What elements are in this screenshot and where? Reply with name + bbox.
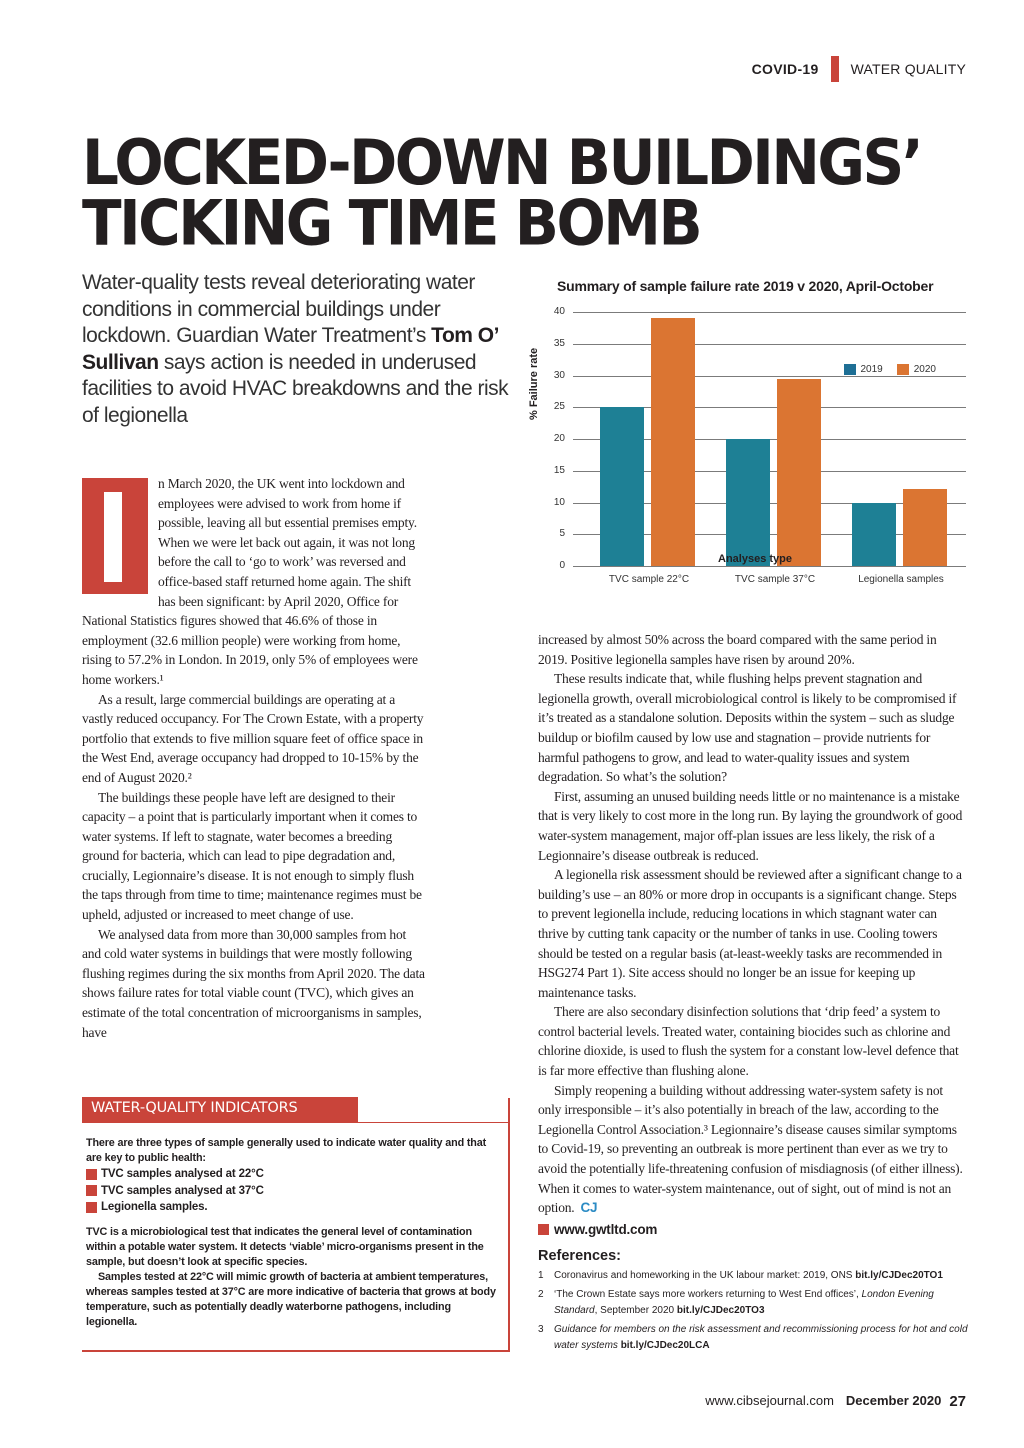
y-tick-label: 15 — [553, 464, 565, 476]
reference-link[interactable]: bit.ly/CJDec20TO1 — [855, 1270, 943, 1281]
reference-title: Guidance for members on the risk assessment and recommissioning process for hot and cold water systems — [554, 1324, 968, 1351]
body-paragraph: increased by almost 50% across the board compared with the same period in 2019. Positive legionella samples have risen by around 20%. — [538, 632, 937, 667]
body-paragraph: We analysed data from more than 30,000 samples from hot and cold water systems in buildings that were mostly following flushing regimes during the six months from April 2020. The data shows failure rates for total viable count (TVC), which gives an estimate of the total concentration of microorganisms in samples, have — [82, 926, 425, 1040]
reference-date: , September 2020 — [594, 1305, 677, 1316]
x-tick-label: TVC sample 37°C — [734, 574, 816, 585]
reference-text: ‘The Crown Estate says more workers returning to West End offices’, — [554, 1289, 862, 1300]
failure-rate-bar-chart — [530, 270, 980, 620]
headline-line-2: TICKING TIME BOMB — [82, 186, 701, 260]
reference-number: 2 — [538, 1289, 544, 1300]
y-tick-label: 30 — [553, 369, 565, 381]
indicators-box-body — [86, 1136, 504, 1330]
body-column-right — [538, 630, 966, 1239]
chart-title: Summary of sample failure rate 2019 v 2020, April-October — [557, 278, 934, 294]
x-tick-label: TVC sample 22°C — [608, 574, 690, 585]
reference-link[interactable]: bit.ly/CJDec20TO3 — [676, 1305, 765, 1316]
y-tick-label: 20 — [553, 433, 565, 444]
gridline — [573, 566, 966, 567]
reference-item — [538, 1268, 968, 1284]
x-tick-label: Legionella samples — [858, 574, 944, 585]
end-mark-cj: CJ — [580, 1200, 598, 1216]
gridline — [573, 312, 966, 313]
reference-number: 3 — [538, 1324, 544, 1335]
chart-plot-area — [553, 306, 966, 585]
website-link-text[interactable]: www.gwtltd.com — [554, 1221, 658, 1237]
bullet-text: Legionella samples. — [101, 1201, 208, 1213]
references — [538, 1248, 968, 1357]
references-heading: References: — [538, 1248, 622, 1264]
reference-source: London Evening Standard — [554, 1289, 934, 1316]
box-bullet — [86, 1166, 504, 1183]
section-divider-bar — [831, 56, 839, 82]
gridline — [573, 376, 966, 377]
bullet-square-icon — [86, 1185, 97, 1196]
reference-number: 1 — [538, 1270, 544, 1281]
box-paragraph: TVC is a microbiological test that indicates the general level of contamination within a potable water system. It detects ‘viable’ micro-organisms present in the sample, but doesn’t look at specific species. — [86, 1225, 484, 1268]
y-tick-label: 40 — [553, 306, 565, 317]
box-paragraph: Samples tested at 22°C will mimic growth of bacteria at ambient temperatures, whereas samples tested at 37°C are more indicative of bacteria that grows at body temperature, such as potentially deadly waterborne pathogens, including legionella. — [86, 1270, 496, 1328]
body-paragraph: The buildings these people have left are designed to their capacity – a point that is particularly important when it comes to water systems. If left to stagnate, water becomes a breeding ground for bacteria, which can lead to pipe degradation and, crucially, Legionnaire’s disease. It is not enough to simply flush the taps through from time to time; maintenance regimes must be upheld, adjusted or increased to meet change of use. — [82, 789, 422, 923]
legend-label-2019: 2019 — [860, 364, 883, 375]
body-paragraph: A legionella risk assessment should be reviewed after a significant change to a building’s use – an 80% or more drop in occupants is a significant change. Steps to prevent legionella include, reducing locations in which stagnant water can thrive by cutting tank capacity or the number of tanks in use. Cooling towers should be tested on a regular basis (at-least-weekly tasks are recommended in HSG274 Part 1). Site access should no longer be an issue for keeping up maintenance tasks. — [538, 867, 962, 1000]
y-tick-label: 35 — [553, 337, 565, 349]
footer-url[interactable]: www.cibsejournal.com — [705, 1393, 834, 1408]
section-tag-sub: WATER QUALITY — [850, 61, 966, 77]
bullet-text: TVC samples analysed at 22°C — [101, 1168, 264, 1180]
reference-link[interactable]: bit.ly/CJDec20LCA — [620, 1340, 710, 1351]
bullet-square-icon — [86, 1169, 97, 1180]
standfirst-text-before: Water-quality tests reveal deteriorating water conditions in commercial buildings under lockdown. Guardian Water Treatment’s — [82, 271, 475, 347]
bullet-text: TVC samples analysed at 37°C — [101, 1184, 264, 1197]
box-bullet — [86, 1183, 504, 1200]
bar-2019 — [726, 439, 770, 566]
legend-item-2020 — [897, 364, 936, 375]
standfirst-text-after: says action is needed in underused facilities to avoid HVAC breakdowns and the risk of legionella — [82, 350, 509, 427]
legend-item-2019 — [844, 364, 883, 375]
chart-x-axis-label: Analyses type — [718, 553, 792, 565]
bullet-square-icon — [538, 1224, 549, 1235]
y-tick-label: 0 — [559, 560, 565, 571]
last-paragraph-text: Simply reopening a building without addressing water-system safety is not only irresponsible – it’s also potentially in breach of the law, according to the Legionella Control Association.³ Legionnaire’s disease causes similar symptoms to Covid-19, so preventing an outbreak is more pertinent than ever as we try to avoid the potentially life-threatening confusion of misdiagnosis (of either illness). When it comes to water-system maintenance, out of sight, out of mind is not an option. — [538, 1082, 963, 1216]
section-tag-main: COVID-19 — [751, 61, 819, 77]
bar-2020 — [777, 379, 821, 566]
body-paragraph-last — [538, 1081, 966, 1218]
y-tick-label: 25 — [553, 401, 565, 413]
bar-2020 — [651, 318, 695, 566]
article-headline — [82, 125, 982, 260]
body-paragraph: As a result, large commercial buildings are operating at a vastly reduced occupancy. For The Crown Estate, with a property portfolio that extends to five million square feet of office space in the West End, average occupancy had dropped to 10-15% by the end of August 2020.² — [82, 691, 424, 785]
y-tick-label: 5 — [559, 528, 565, 540]
standfirst — [82, 270, 512, 429]
bullet-square-icon — [86, 1202, 97, 1213]
box-intro: There are three types of sample generally used to indicate water quality and that are key to public health: — [86, 1137, 487, 1164]
legend-label-2020: 2020 — [913, 364, 936, 375]
page-footer — [705, 1393, 966, 1410]
website-link[interactable] — [538, 1220, 966, 1240]
author-name: Tom O’ Sullivan — [82, 324, 498, 374]
reference-text: Coronavirus and homeworking in the UK labour market: 2019, ONS — [554, 1270, 856, 1281]
y-tick-label: 10 — [553, 496, 565, 508]
body-paragraph: First, assuming an unused building needs little or no maintenance is a mistake that is very likely to cost more in the long run. By laying the groundwork of good water-system management, major off-plan issues are less likely, the risk of a Legionnaire’s disease outbreak is reduced. — [538, 788, 963, 863]
footer-date: December 2020 — [845, 1393, 942, 1408]
legend-swatch-2020 — [897, 364, 909, 375]
box-bullet — [86, 1199, 504, 1216]
chart-legend — [844, 364, 937, 375]
dropcap-i — [82, 478, 148, 594]
chart-y-axis-label: % Failure rate — [528, 347, 540, 420]
reference-item — [538, 1322, 968, 1354]
headline-line-1: LOCKED-DOWN BUILDINGS’ — [82, 125, 922, 199]
body-column-left — [82, 474, 427, 1042]
indicators-box-title: WATER-QUALITY INDICATORS — [82, 1097, 358, 1123]
reference-item — [538, 1287, 968, 1319]
legend-swatch-2019 — [844, 364, 856, 375]
section-tag — [752, 56, 966, 82]
body-paragraph: n March 2020, the UK went into lockdown and employees were advised to work from home if possible, leaving all but essential premises empty. When we were let back out again, it was not long before the call to ‘go to work’ was reversed and office-based staff returned home again. The shift has been significant: by April 2020, Office for National Statistics figures showed that 46.6% of those in employment (32.6 million people) were working from home, rising to 57.2% in London. In 2019, only 5% of employees were home workers.¹ — [82, 476, 418, 687]
body-paragraph: There are also secondary disinfection solutions that ‘drip feed’ a system to control bacterial levels. Treated water, containing biocides such as chlorine and chlorine dioxide, is used to flush the system for a constant low-level defence that is far more effective than flushing alone. — [538, 1004, 959, 1079]
page-number: 27 — [949, 1393, 966, 1410]
body-paragraph: These results indicate that, while flushing helps prevent stagnation and legionella growth, overall microbiological control is likely to be compromised if it’s treated as a standalone solution. Deposits within the system – such as sludge buildup or biofilm caused by low use and stagnation – provide nutrients for harmful pathogens to grow, and lead to water-quality issues and system degradation. So what’s the solution? — [538, 671, 957, 785]
bar-2019 — [600, 407, 644, 566]
gridline — [573, 344, 966, 345]
